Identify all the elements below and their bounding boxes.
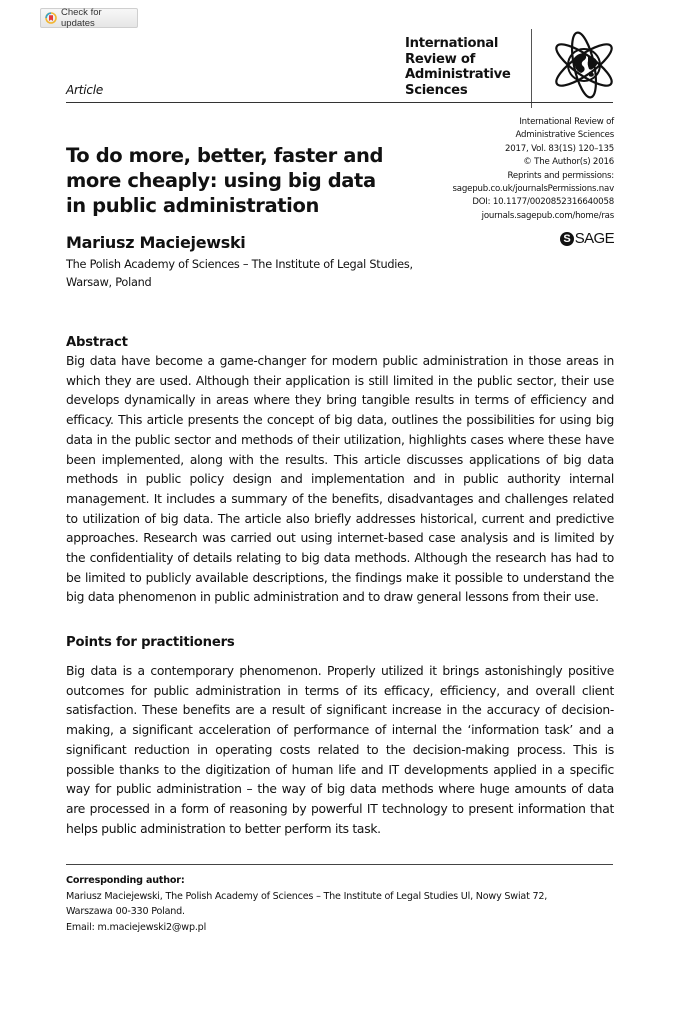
meta-journal-url[interactable]: journals.sagepub.com/home/ras bbox=[481, 210, 614, 221]
sage-logo bbox=[560, 230, 614, 247]
check-for-updates-label: Check for updates bbox=[61, 7, 102, 29]
affiliation-line: The Polish Academy of Sciences – The Institute of Legal Studies, bbox=[66, 258, 413, 271]
atom-globe-icon bbox=[548, 28, 620, 100]
abstract-heading: Abstract bbox=[66, 335, 128, 350]
author-name: Mariusz Maciejewski bbox=[66, 233, 246, 252]
footnote-address-line: Mariusz Maciejewski, The Polish Academy of Sciences – The Institute of Legal Studies Ul, Nowy Swiat 72, bbox=[66, 890, 548, 902]
sage-logo-text: SAGE bbox=[574, 230, 614, 247]
journal-name-line: Sciences bbox=[405, 82, 468, 98]
meta-journal-line: Administrative Sciences bbox=[515, 130, 614, 141]
sage-s-icon: S bbox=[560, 232, 574, 246]
meta-permissions-link[interactable]: sagepub.co.uk/journalsPermissions.nav bbox=[452, 184, 614, 195]
title-line: more cheaply: using big data bbox=[66, 169, 376, 192]
check-for-updates-button[interactable] bbox=[40, 8, 138, 28]
points-heading: Points for practitioners bbox=[66, 635, 235, 650]
journal-name bbox=[405, 36, 530, 98]
meta-volume: 2017, Vol. 83(1S) 120–135 bbox=[504, 143, 614, 154]
corresponding-author-footnote bbox=[66, 873, 614, 936]
points-for-practitioners-section bbox=[66, 634, 614, 839]
footnote-heading: Corresponding author: bbox=[66, 875, 185, 886]
abstract-section bbox=[66, 334, 614, 608]
article-title bbox=[66, 143, 426, 218]
meta-copyright: © The Author(s) 2016 bbox=[523, 157, 614, 168]
author-affiliation bbox=[66, 256, 466, 291]
title-line: in public administration bbox=[66, 194, 319, 217]
header-vertical-divider bbox=[531, 29, 532, 108]
journal-name-line: International bbox=[405, 36, 499, 51]
footnote-email[interactable]: Email: m.maciejewski2@wp.pl bbox=[66, 922, 207, 934]
points-text: Big data is a contemporary phenomenon. Properly utilized it brings astonishingly positive outcomes for public administration in terms of its efficacy, efficiency, and overall client satisfaction. These benefits are a result of significant increase in the accuracy of decision-making, a significant acceleration of performance of internal the ‘information task’ and a significant reduction in operating costs related to the decision-making process. This is possible thanks to the digitization of human life and IT developments applied in a specific way for public administration – the way of big data methods where huge amounts of data are processed in a form of reasoning by powerful IT technology to present information that helps public administration to better perform its task. bbox=[66, 664, 614, 836]
meta-journal-line: International Review of bbox=[519, 117, 614, 127]
header-rule bbox=[66, 102, 613, 103]
abstract-text: Big data have become a game-changer for modern public administration in those areas in which they are used. Although their application is still limited in the public sector, their use develops dynamically in areas where they bring tangible results in terms of efficiency and efficacy. This article presents the concept of big data, outlines the possibilities for using big data in the public sector and methods of their utilization, highlights cases where these have been implemented, along with the results. This article discusses applications of big data methods in public policy design and implementation and in public authority internal management. It includes a summary of the benefits, disadvantages and challenges related to utilization of big data. The article also briefly addresses historical, current and predictive approaches. Research was carried out using internet-based case analysis and is limited by the confidentiality of details relating to big data methods. Although the research has had to be limited to publicly available descriptions, the findings make it possible to understand the big data phenomenon in public administration and to draw general lessons from their use. bbox=[66, 354, 614, 605]
publication-metadata bbox=[453, 116, 614, 223]
affiliation-line: Warsaw, Poland bbox=[66, 275, 152, 289]
bookmark-refresh-icon bbox=[45, 12, 57, 24]
title-line: To do more, better, faster and bbox=[66, 144, 383, 167]
journal-name-line: Administrative bbox=[405, 67, 511, 82]
meta-reprints-label: Reprints and permissions: bbox=[507, 170, 614, 181]
meta-doi[interactable]: DOI: 10.1177/0020852316640058 bbox=[472, 197, 614, 208]
footnote-address-line: Warszawa 00-330 Poland. bbox=[66, 906, 185, 918]
journal-name-line: Review of bbox=[405, 51, 476, 67]
footnote-rule bbox=[66, 864, 613, 865]
article-type-label: Article bbox=[66, 83, 104, 97]
